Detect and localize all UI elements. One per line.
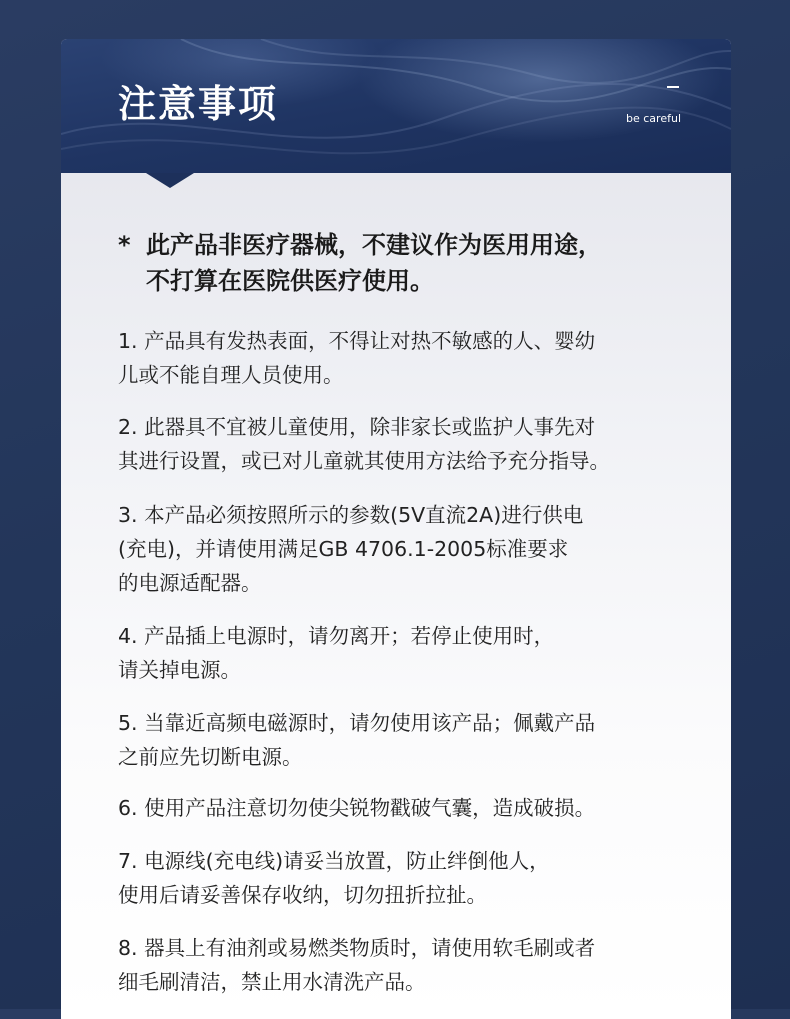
notice-line: 儿或不能自理人员使用。 — [118, 363, 344, 387]
notice-line: 1. 产品具有发热表面，不得让对热不敏感的人、婴幼 — [118, 329, 596, 353]
subtitle: be careful — [626, 112, 681, 125]
notice-item-1 — [118, 324, 698, 392]
notice-line: 2. 此器具不宜被儿童使用，除非家长或监护人事先对 — [118, 415, 596, 439]
notice-line: 8. 器具上有油剂或易燃类物质时，请使用软毛刷或者 — [118, 936, 596, 960]
notice-item-7 — [118, 844, 698, 912]
notice-line: 的电源适配器。 — [118, 571, 262, 595]
title-dash-decoration — [667, 86, 679, 88]
notice-item-4 — [118, 619, 698, 687]
page-title: 注意事项 — [118, 82, 279, 126]
notice-line: 细毛刷清洁，禁止用水清洗产品。 — [118, 970, 426, 994]
notice-card — [61, 39, 731, 1019]
notice-line: 4. 产品插上电源时，请勿离开；若停止使用时， — [118, 624, 555, 648]
notice-line: 6. 使用产品注意切勿使尖锐物戳破气囊，造成破损。 — [118, 796, 596, 820]
notice-line: 请关掉电源。 — [118, 658, 241, 682]
notice-item-3 — [118, 498, 698, 600]
medical-disclaimer — [118, 227, 698, 299]
asterisk-marker: * — [118, 231, 131, 259]
header-notch-decoration — [146, 173, 194, 188]
disclaimer-line-1: 此产品非医疗器械，不建议作为医用用途， — [146, 231, 602, 259]
notice-item-6 — [118, 791, 698, 825]
notice-line: 使用后请妥善保存收纳，切勿扭折拉扯。 — [118, 883, 487, 907]
notice-line: 之前应先切断电源。 — [118, 745, 303, 769]
notice-line: 3. 本产品必须按照所示的参数(5V直流2A)进行供电 — [118, 503, 584, 527]
notice-item-5 — [118, 706, 698, 774]
header-banner — [61, 39, 731, 173]
notice-item-2 — [118, 410, 698, 478]
disclaimer-line-2: 不打算在医院供医疗使用。 — [146, 267, 434, 295]
notice-item-8 — [118, 931, 698, 999]
notice-line: 7. 电源线(充电线)请妥当放置，防止绊倒他人， — [118, 849, 550, 873]
notice-line: 5. 当靠近高频电磁源时，请勿使用该产品；佩戴产品 — [118, 711, 596, 735]
notice-line: (充电)，并请使用满足GB 4706.1-2005标准要求 — [118, 537, 569, 561]
notice-line: 其进行设置，或已对儿童就其使用方法给予充分指导。 — [118, 449, 610, 473]
